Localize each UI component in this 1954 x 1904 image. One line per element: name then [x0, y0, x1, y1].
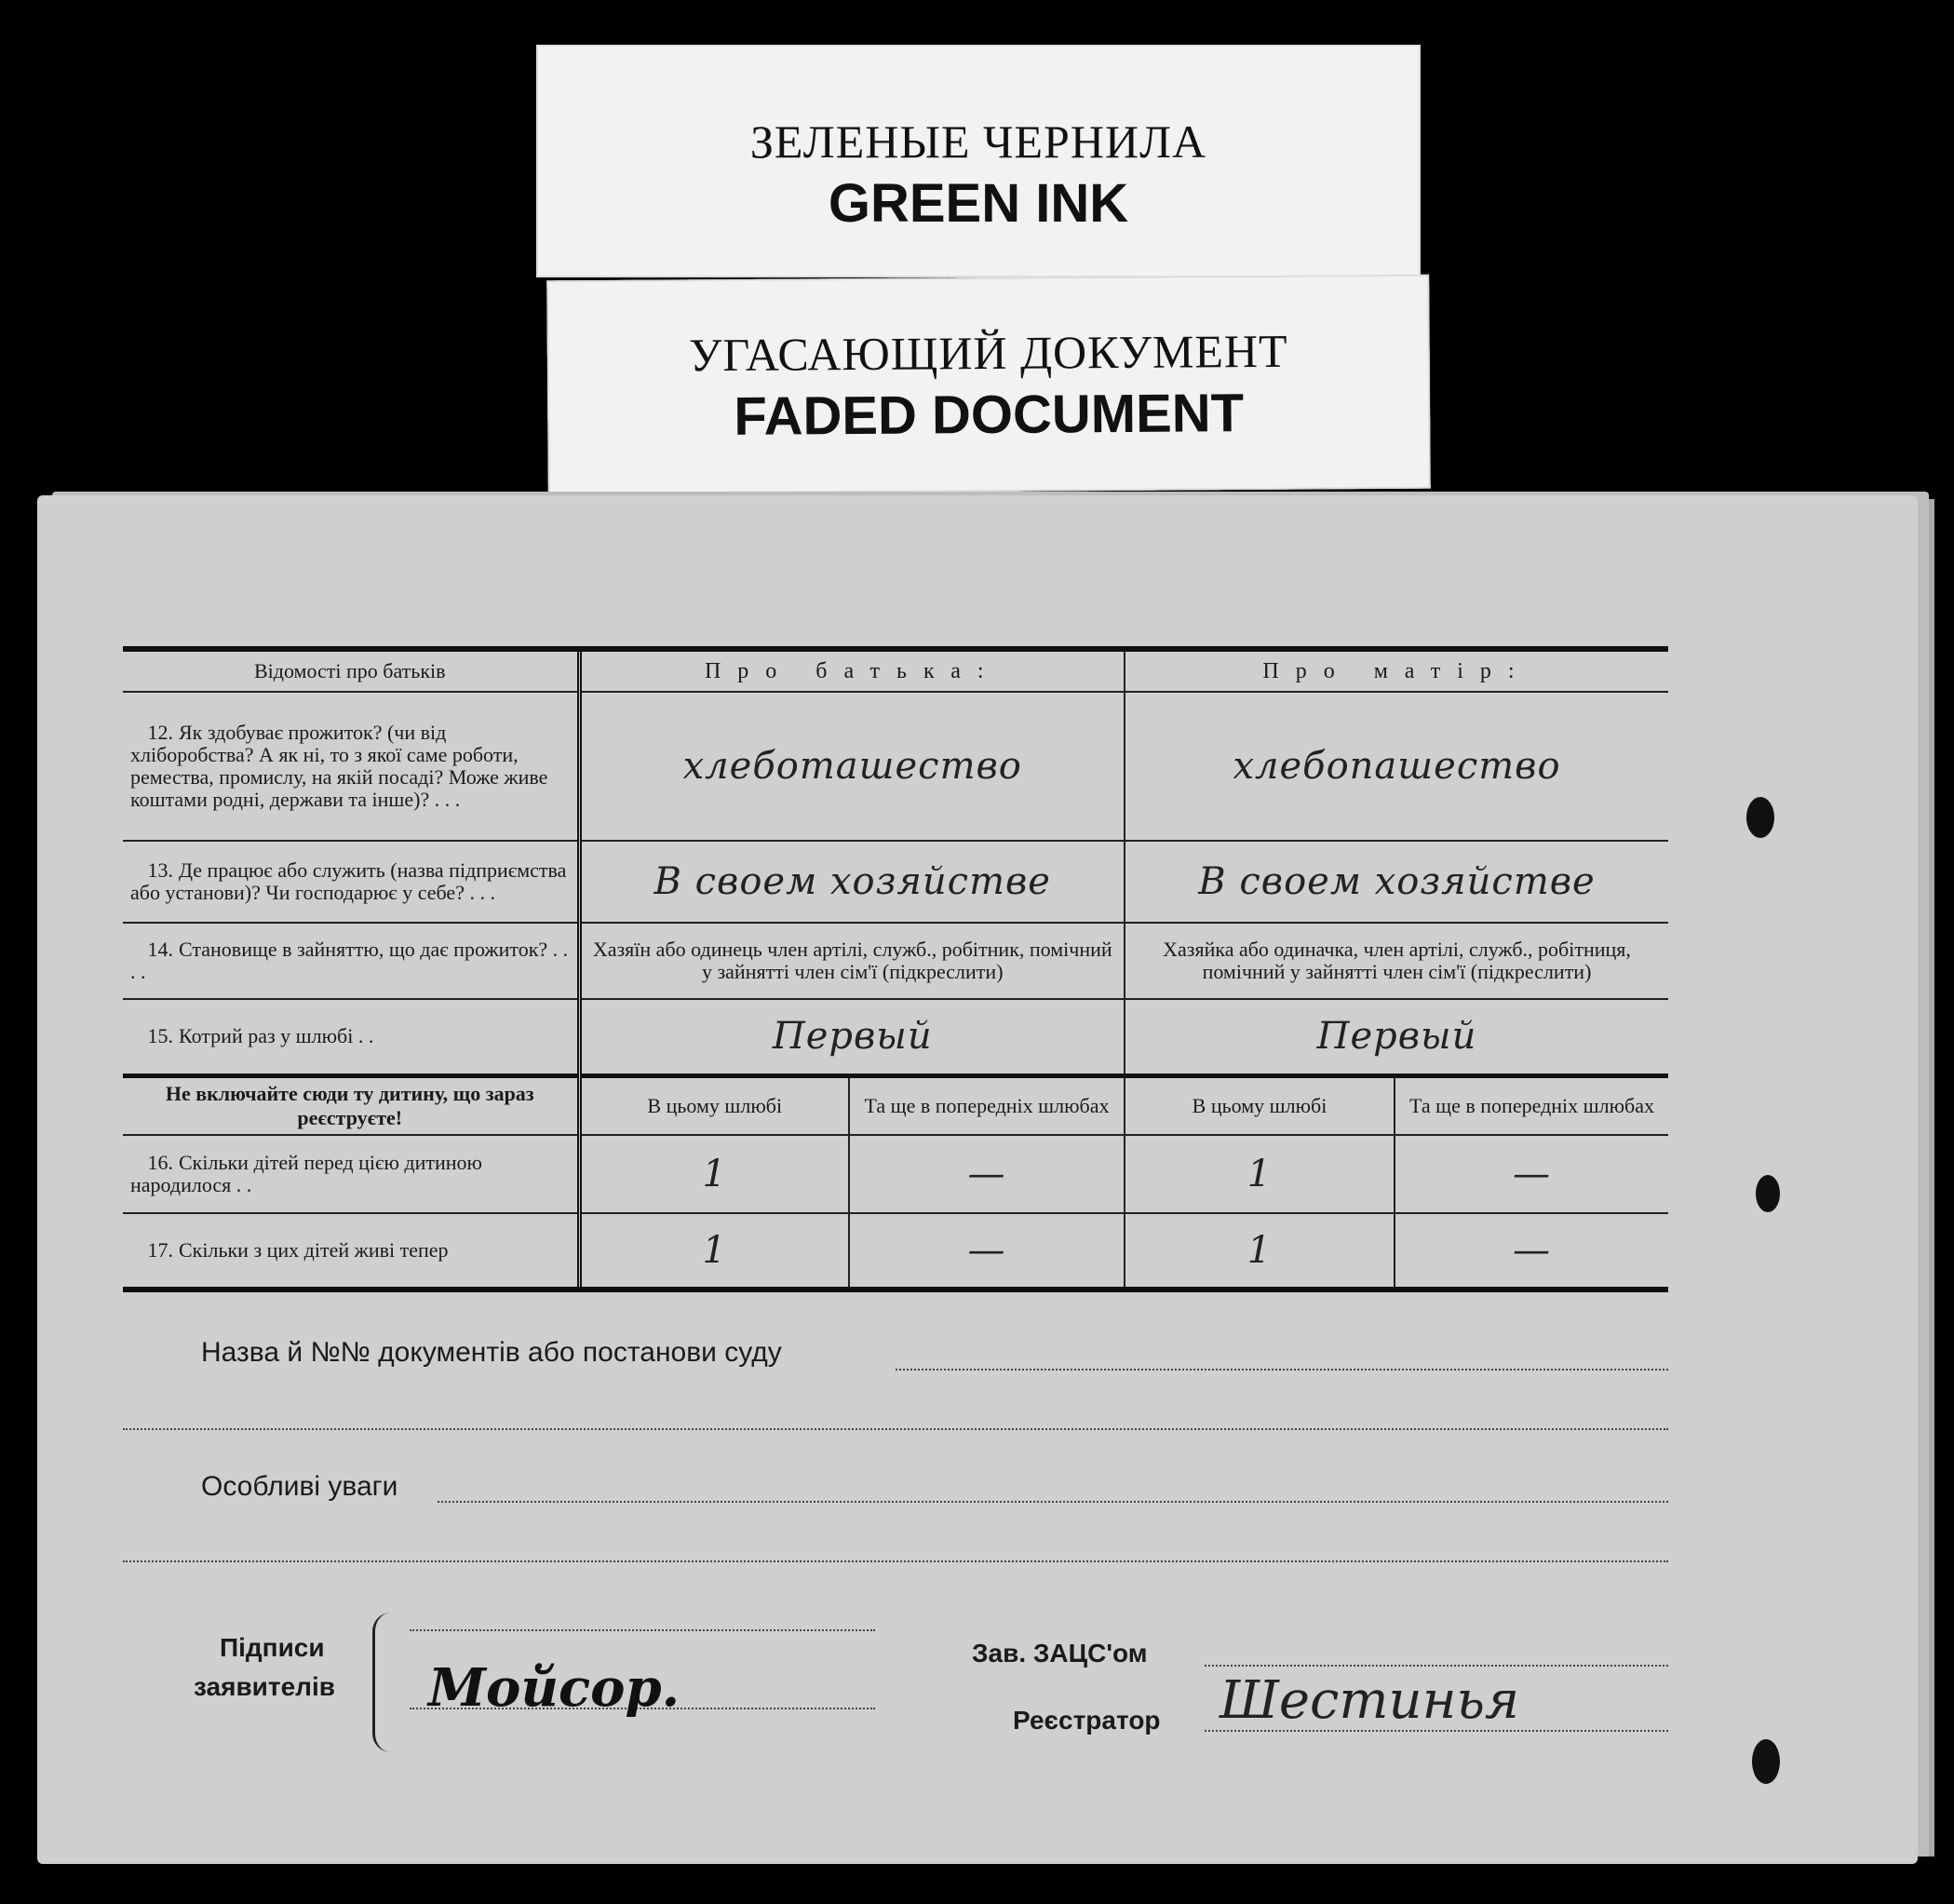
table-head-label: Відомості про батьків: [123, 649, 579, 692]
mother-children-prev-17: —: [1395, 1213, 1668, 1290]
documents-label: Назва й №№ документів або постанови суду: [201, 1337, 782, 1368]
father-answer-15: Первый: [579, 999, 1125, 1075]
father-children-this-16: 1: [579, 1135, 849, 1213]
head-line: [1205, 1665, 1668, 1667]
punch-hole: [1746, 797, 1774, 838]
documents-line-2: [123, 1428, 1668, 1430]
table-row: [123, 1135, 1668, 1213]
question-12: 12. Як здобуває прожиток? (чи від хліборобства? А як ні, то з якої саме роботи, ремества, промислу, на якій посаді? Може живе коштами родні, держави та інше)? . . .: [123, 692, 579, 841]
punch-hole: [1752, 1739, 1780, 1784]
question-17: 17. Скільки з цих дітей живі тепер: [123, 1213, 579, 1290]
father-in-previous: Та ще в попередніх шлюбах: [849, 1075, 1125, 1135]
faded-document-en: FADED DOCUMENT: [734, 383, 1245, 447]
notes-line: [438, 1501, 1668, 1503]
mother-answer-12: хлебопашество: [1125, 692, 1668, 841]
notes-line-2: [123, 1560, 1668, 1562]
green-ink-ru: ЗЕЛЕНЫЕ ЧЕРНИЛА: [749, 115, 1207, 168]
registrar-signature: Шестинья: [1220, 1670, 1520, 1731]
applicant-signature: Мойсор.: [428, 1657, 681, 1719]
registration-card: [37, 495, 1918, 1864]
mother-answer-14: Хазяйка або одиначка, член артілі, служб., робітниця, помічний у зайнятті член сім'ї (підкреслити): [1125, 923, 1668, 999]
question-15: 15. Котрий раз у шлюбі . .: [123, 999, 579, 1075]
table-row: [123, 841, 1668, 923]
signatures-label-1: Підписи: [220, 1633, 325, 1662]
father-answer-14: Хазяїн або одинець член артілі, служб., робітник, помічний у зайнятті член сім'ї (підкреслити): [579, 923, 1125, 999]
mother-answer-13: В своем хозяйстве: [1125, 841, 1668, 923]
father-children-prev-16: —: [849, 1135, 1125, 1213]
father-header: Про батька:: [579, 649, 1125, 692]
mother-answer-15: Первый: [1125, 999, 1668, 1075]
question-14: 14. Становище в зайняттю, що дає прожиток? . . . .: [123, 923, 579, 999]
faded-document-ru: УГАСАЮЩИЙ ДОКУМЕНТ: [688, 324, 1288, 382]
notes-label: Особливі уваги: [201, 1471, 398, 1502]
children-note: Не включайте сюди ту дитину, що зараз реєструєте!: [123, 1075, 579, 1135]
signatures-label-2: заявителів: [194, 1672, 335, 1701]
father-children-this-17: 1: [579, 1213, 849, 1290]
green-ink-tag: [536, 45, 1421, 277]
mother-children-this-17: 1: [1125, 1213, 1395, 1290]
mother-header: Про матір:: [1125, 649, 1668, 692]
signature-line-1: [410, 1629, 875, 1631]
mother-children-prev-16: —: [1395, 1135, 1668, 1213]
table-row: [123, 1213, 1668, 1290]
faded-document-tag: [546, 275, 1431, 495]
father-answer-12: хлеботашество: [579, 692, 1125, 841]
mother-children-this-16: 1: [1125, 1135, 1395, 1213]
mother-in-this-marriage: В цьому шлюбі: [1125, 1075, 1395, 1135]
table-row: [123, 692, 1668, 841]
table-row: [123, 1075, 1668, 1135]
question-16: 16. Скільки дітей перед цією дитиною народилося . .: [123, 1135, 579, 1213]
parents-info-table: [123, 646, 1668, 1292]
registrar-label: Реєстратор: [1013, 1706, 1161, 1735]
mother-in-previous: Та ще в попередніх шлюбах: [1395, 1075, 1668, 1135]
question-13: 13. Де працює або служить (назва підприємства або установи)? Чи господарює у себе? . . .: [123, 841, 579, 923]
father-answer-13: В своем хозяйстве: [579, 841, 1125, 923]
signatures-brace: [372, 1613, 403, 1752]
father-in-this-marriage: В цьому шлюбі: [579, 1075, 849, 1135]
father-children-prev-17: —: [849, 1213, 1125, 1290]
punch-hole: [1756, 1175, 1780, 1212]
documents-line: [896, 1369, 1668, 1371]
table-row: [123, 999, 1668, 1075]
table-row: [123, 923, 1668, 999]
green-ink-en: GREEN INK: [828, 173, 1129, 234]
head-label: Зав. ЗАЦС'ом: [972, 1639, 1148, 1668]
